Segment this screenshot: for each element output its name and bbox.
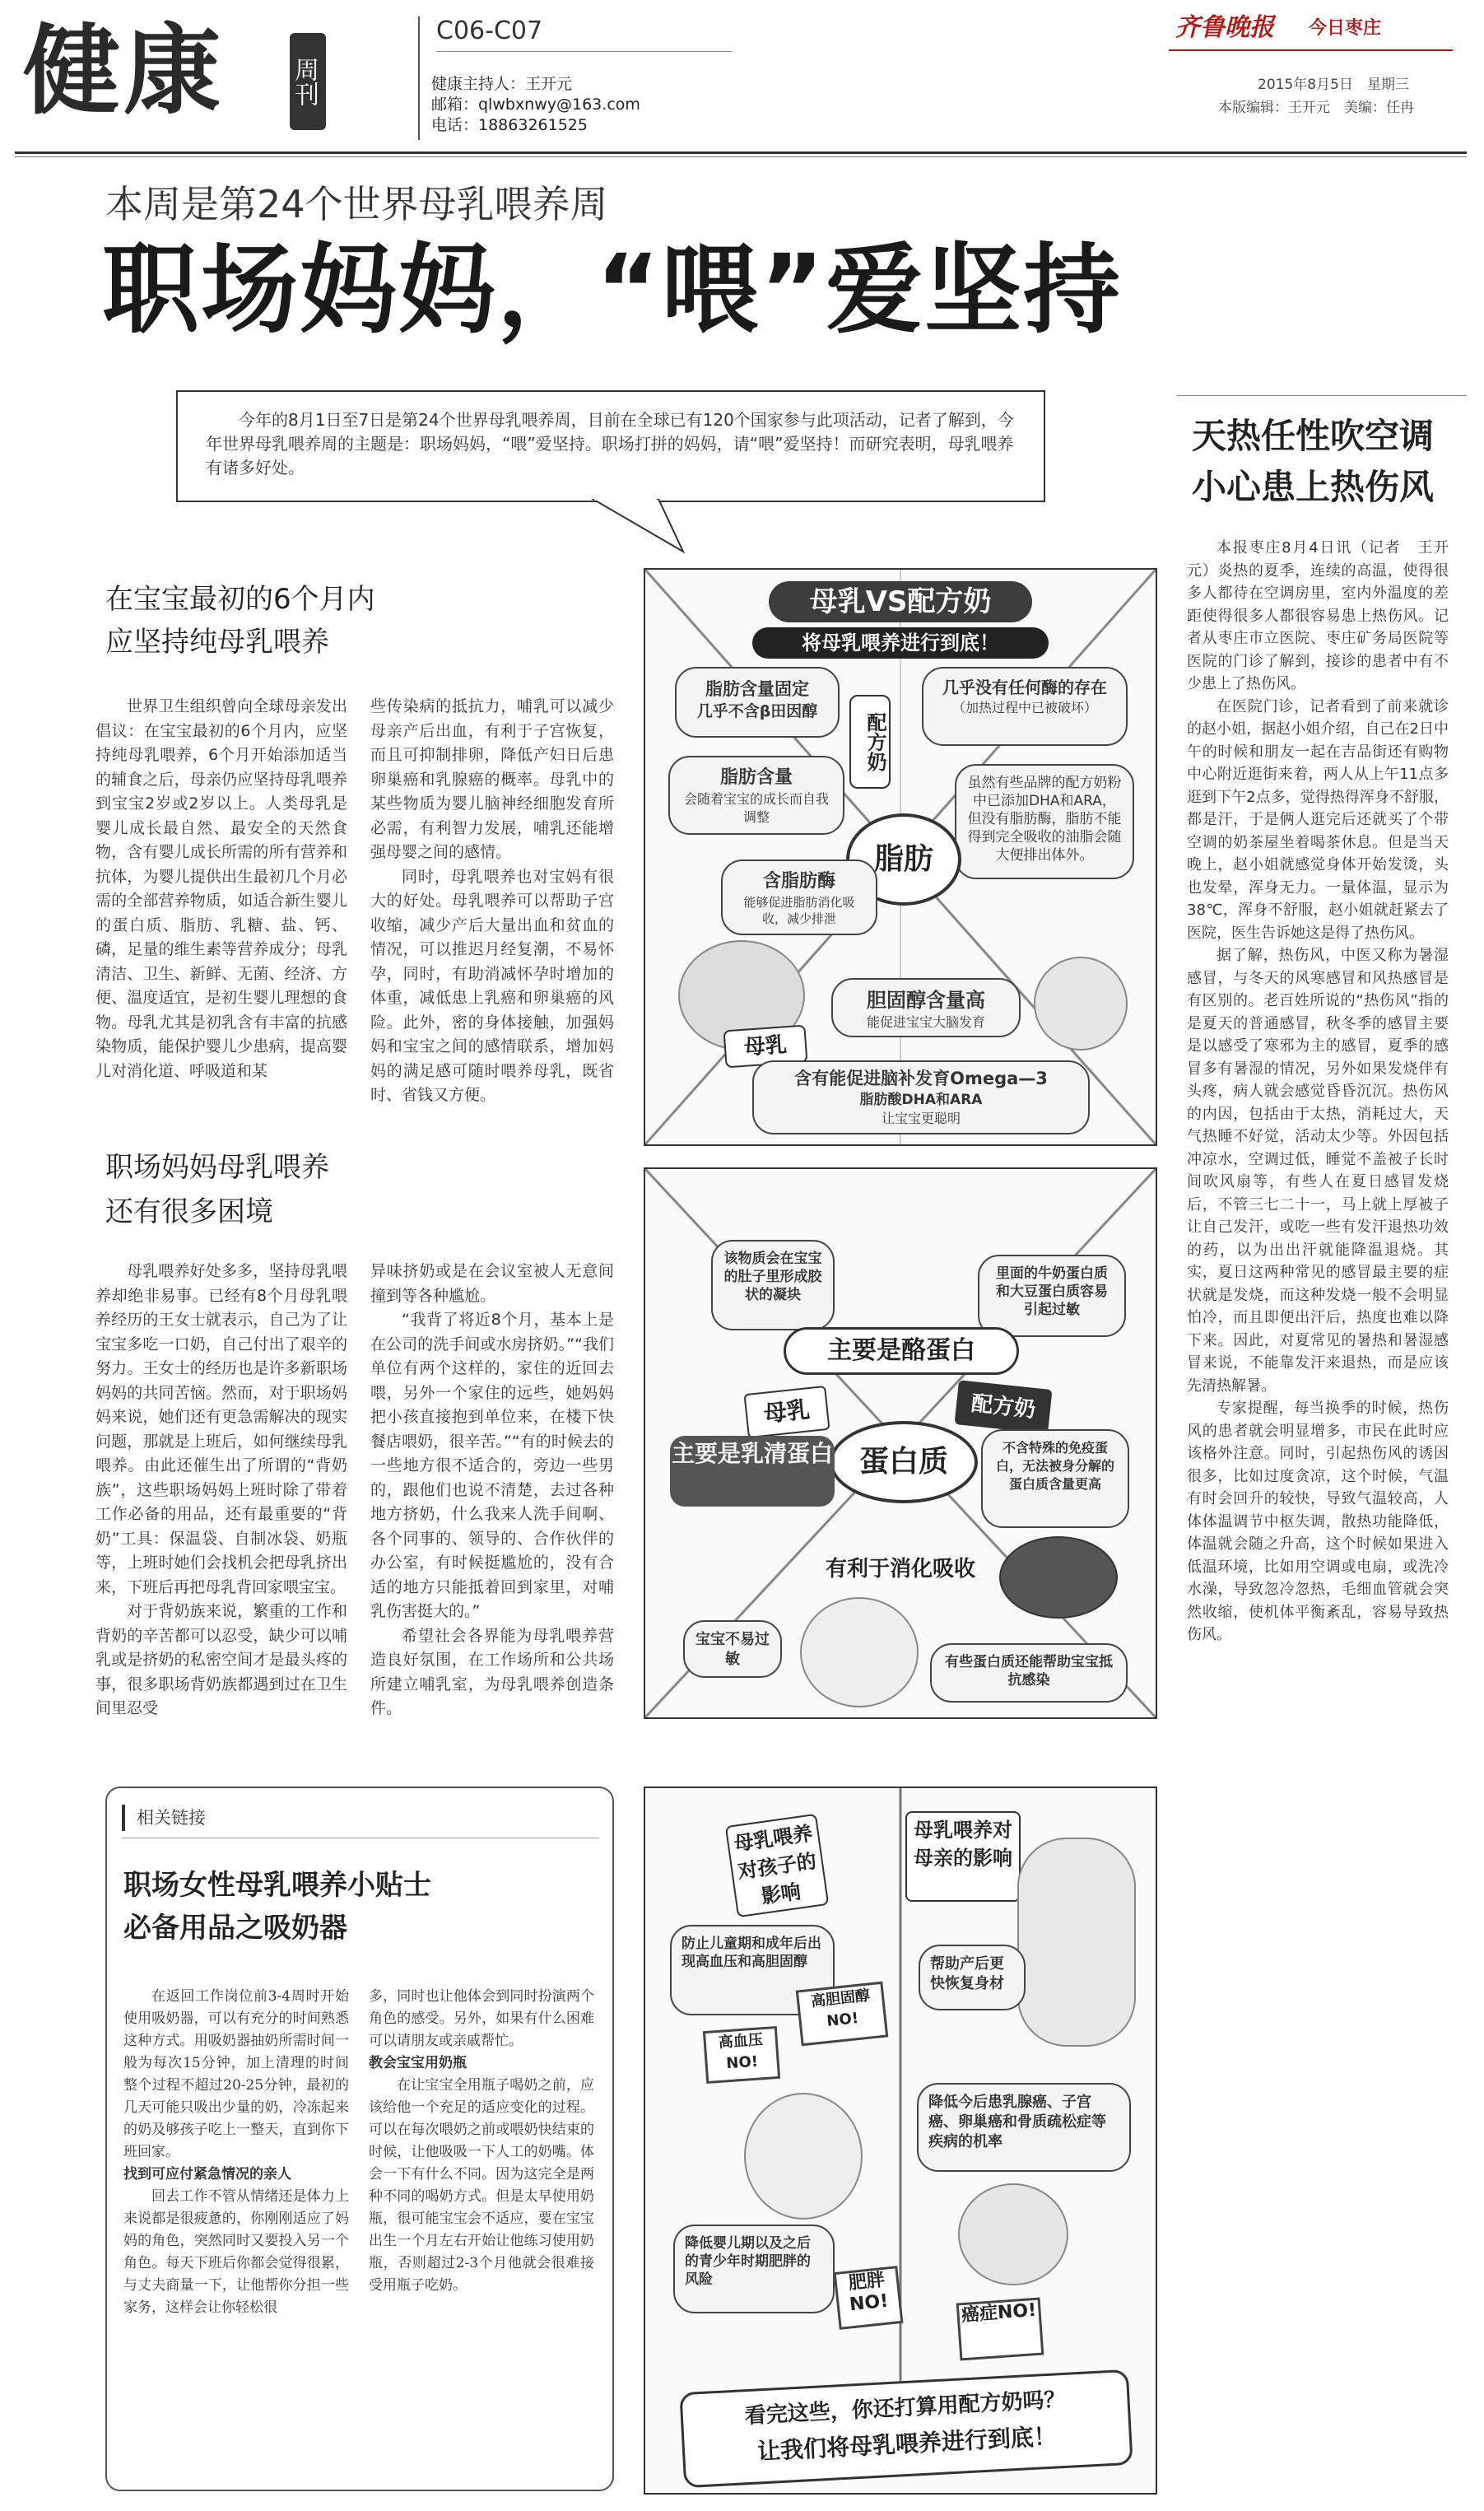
fat-amount: 脂肪含量 会随着宝宝的成长而自我调整 (668, 756, 844, 835)
formula-tag-1: 配方奶 (849, 695, 891, 789)
right-story-title-line1: 天热任性吹空调 (1192, 416, 1435, 456)
footer-line2: 让我们将母乳喂养进行到底！ (756, 2422, 1058, 2466)
email-line: 邮箱：qlwbxnwy@163.com (431, 96, 640, 114)
right-story-body: 本报枣庄8月4日讯（记者 王开元）炎热的夏季，连续的高温，使得很多人都待在空调房里，室内外温度的差距使得很多人都很容易患上热伤风。记者从枣庄市立医院、枣庄矿务局医院等医院的门诊了解到，接诊的患者中有不少患上了热伤风。 在医院门诊，记者看到了前来就诊的赵小姐，据赵小姐介绍，自己在2日中午的时候和朋友一起在吉品街还有购物中心附近逛街来着，两人从上午11点多逛到下午2点多，觉得热得浑身不舒服，都是汗，于是俩人逛完后还就买了个带空调的奶茶屋坐着喝茶休息。但是当天晚上，赵小姐就感觉身体开始发烫，头也发晕，浑身无力。一量体温，显示为38℃，浑身不舒服，赵小姐就赶紧去了医院，医生告诉她这是得了热伤风。 据了解，热伤风，中医又称为暑湿感冒，与冬天的风寒感冒和风热感冒是有区别的。老百姓所说的“热伤风”指的是夏天的普通感冒，秋冬季的感冒主要是以感受了寒邪为主的感冒，夏季的感冒多有暑湿的情况，另外如果发烧伴有头疼，病人就会感觉昏昏沉沉。热伤风的内因，包括由于太热，消耗过大，天气热睡不好觉，活动太少等。外因包括冲凉水，空调过低，睡觉不盖被子长时间吹风扇等，有些人在夏日感冒发烧后，不管三七二十一，马上就上厚被子让自己发汗，或吃一些有发汗退热功效的药，以为出出汗就能降温退烧。其实，夏日这两种常见的感冒最主要的症状就是发烧，而这种发烧一般不会明显怕冷，而且即便出汗后，热度也难以降下来。因此，对夏常见的暑热和暑湿感冒来说，不能靠发汗来退热，而是应该先清热解暑。 专家提醒，每当换季的时候，热伤风的患者就会明显增多，市民在此时应该格外注意。同时，引起热伤风的诱因很多，比如过度贪凉，这个时候，气温有时会回升的较快，导致气温较高，人体体温调节中枢失调，散热功能降低，体温就会随之升高，这个时候如果进入低温环境，比如用空调或电扇，或洗冷水澡，导致忽冷忽热，毛细血管就会突然收缩，使机体平衡紊乱，容易导致热伤风。 (1187, 539, 1449, 1643)
cancer-stamp: 癌症NO! (956, 2298, 1044, 2361)
infographic-protein (644, 1167, 1157, 1719)
digest: 有利于消化吸收 (825, 1557, 975, 1582)
milk-bottle-illustration (1034, 957, 1128, 1051)
cholesterol: 胆固醇含量高 能促进宝宝大脑发育 (831, 978, 1021, 1037)
reduce: 降低婴儿期以及之后的青少年时期肥胖的风险 (673, 2224, 835, 2313)
fat-fixed: 脂肪含量固定 几乎不含β田因醇 (675, 667, 840, 738)
formula-tag-2: 配方奶 (954, 1380, 1052, 1434)
headline-kicker: 本周是第24个世界母乳喂养周 (105, 182, 608, 226)
edition-name: 今日枣庄 (1309, 18, 1382, 39)
kid-illustration (744, 2093, 863, 2220)
section-title: 健康 (23, 14, 225, 128)
bp-stamp: 高血压NO! (703, 2026, 780, 2084)
omega: 含有能促进脑补发育Omega—3 脂肪酸DHA和ARA 让宝宝更聪明 (752, 1060, 1090, 1134)
fat-title: 母乳VS配方奶 (769, 581, 1032, 622)
formula-dha: 虽然有些品牌的配方奶粉中已添加DHA和ARA，但没有脂肪酶，脂肪不能得到完全吸收的油脂会随大便排出体外。 (955, 764, 1134, 879)
mother-illustration (1017, 1838, 1136, 2047)
host-line: 健康主持人：王开元 (431, 75, 573, 93)
protein-center: 蛋白质 (830, 1421, 978, 1503)
related-link-label: 相关链接 (122, 1805, 217, 1831)
mom-title: 母乳喂养对母亲的影响 (905, 1811, 1021, 1902)
immune: 不含特殊的免疫蛋白，无法被身分解的蛋白质含量更高 (981, 1429, 1129, 1528)
child-title: 母乳喂养对孩子的影响 (725, 1814, 829, 1917)
infographic-effects (644, 1787, 1157, 2495)
fat-subtitle: 将母乳喂养进行到底！ (752, 627, 1049, 659)
section-badge: 周刊 (290, 33, 326, 130)
right-story-dateline: 本报枣庄8月4日讯（记者 王开元） (1187, 539, 1449, 580)
editors-line: 本版编辑：王开元 美编：任冉 (1218, 100, 1414, 116)
infographic-fat (644, 568, 1157, 1146)
sidebar-title-line1: 职场女性母乳喂养小贴士 (123, 1869, 431, 1902)
chol-stamp: 高胆固醇NO! (796, 1982, 889, 2047)
article2-heading-line1: 职场妈妈母乳喂养 (105, 1151, 329, 1184)
article1-heading-line1: 在宝宝最初的6个月内 (105, 583, 375, 616)
intro-text: 今年的8月1日至7日是第24个世界母乳喂养周，目前在全球已有120个国家参与此项活动，记者了解到，今年世界母乳喂养周的主题是：职场妈妈，“喂”爱坚持。职场打拼的妈妈，请“喂”爱坚持！而研究表明，母乳喂养有诸多好处。 (206, 410, 1014, 478)
article1-heading-line2: 应坚持纯母乳喂养 (105, 626, 329, 659)
sidebar-title-line2: 必备用品之吸奶器 (123, 1912, 347, 1945)
page-code: C06-C07 (436, 16, 543, 45)
lower: 降低今后患乳腺癌、子宫癌、卵巢癌和骨质疏松症等疾病的机率 (917, 2083, 1131, 2172)
breast-tag-1: 母乳 (723, 1025, 808, 1069)
article2-heading-line2: 还有很多困境 (105, 1195, 273, 1228)
article2-col2: 异味挤奶或是在会议室被人无意间撞到等各种尴尬。 “我背了将近8个月，基本上是在公司的洗手间或水房挤奶。”“我们单位有两个这样的，家住的近回去喂，另外一个家住的远些，她妈妈把小孩直接抱到单位来，在楼下快餐店喂奶，很辛苦。”“有的时候去的一些地方很不适合的，旁边一些男的，跟他们也说不清楚，去过各种地方挤奶，什么我来人洗手间啊、各个同事的、领导的、合作伙伴的办公室，有时候挺尴尬的，没有合适的地方只能抵着回到家里，对哺乳伤害挺大的。” 希望社会各界能为母乳喂养营造良好氛围，在工作场所和公共场所建立哺乳室，为母乳喂养创造条件。 (370, 1262, 614, 1717)
paper-name: 齐鲁晚报 (1175, 13, 1274, 42)
headline-title: 职场妈妈，“喂”爱坚持 (102, 233, 1123, 347)
casein: 主要是酪蛋白 (784, 1327, 1019, 1375)
article2-col1: 母乳喂养好处多多，坚持母乳喂养却绝非易事。已经有8个月母乳喂养经历的王女士就表示，自己为了让宝宝多吃一口奶，自己付出了艰辛的努力。王女士的经历也是许多新职场妈妈的共同苦恼。然而，对于职场妈妈来说，她们还有更急需解决的现实问题，那就是上班后，如何继续母乳喂养。由此还催生出了所谓的“背奶族”，这些职场妈妈上班时除了带着工作必备的用品，还有最重要的“背奶”工具：保温袋、自制冰袋、奶瓶等，上班时她们会找机会把母乳挤出来，下班后再把母乳背回家喂宝宝。 对于背奶族来说，繁重的工作和背奶的辛苦都可以忍受，缺少可以哺乳或是挤奶的私密空间才是最头疼的事，很多职场背奶族都遇到过在卫生间里忍受 (95, 1262, 347, 1717)
sidebar-col2: 多，同时也让他体会到同时扮演两个角色的感受。另外，如果有什么困难可以请朋友或亲戚帮忙。 教会宝宝用奶瓶 在让宝宝全用瓶子喝奶之前，应该给他一个充足的适应变化的过程。可以在每次喂奶之前或喂奶快结束的时候，让他吸吸一下人工的奶嘴。体会一下有什么不同。因为这完全是两种不同的喝奶方式。但是太早使用奶瓶，很可能宝宝会不适应，要在宝宝出生一个月左右开始让他练习使用奶瓶，否则超过2-3个月他就会很难接受用瓶子吃奶。 (369, 1988, 594, 2294)
obesity-stamp: 肥胖NO! (834, 2266, 904, 2330)
intro-bubble-tail (560, 499, 691, 557)
toddler-illustration (800, 1597, 919, 1707)
breast-tag-2: 母乳 (743, 1386, 830, 1438)
phone-line: 电话：18863261525 (431, 116, 588, 134)
cow-note: 里面的牛奶蛋白质和大豆蛋白质容易引起过敏 (978, 1255, 1126, 1337)
footer-line1: 看完这些，你还打算用配方奶吗？ (744, 2387, 1067, 2429)
no-enzyme: 几乎没有任何酶的存在 （加热过程中已被破坏） (922, 667, 1128, 746)
whey: 主要是乳清蛋白 (670, 1436, 835, 1507)
doctor-illustration (958, 2183, 1068, 2285)
no-allergy: 宝宝不易过敏 (683, 1620, 782, 1678)
sidebar-col1: 在返回工作岗位前3-4周时开始使用吸奶器，可以有充分的时间熟悉这种方式。用吸奶器抽奶所需时间一般为每次15分钟，加上清理的时间整个过程不超过20-25分钟，最初的几天可能只吸出少量的奶，冷冻起来的奶及够孩子吃上一整天，直到你下班回家。 找到可应付紧急情况的亲人 回去工作不管从情绪还是体力上来说都是很疲惫的，你刚刚适应了妈妈的角色，突然同时又要投入另一个角色。每天下班后你都会觉得很累，与丈夫商量一下，让他帮你分担一些家务，这样会让你轻松很 (123, 1988, 349, 2316)
immune-help: 有些蛋白质还能帮助宝宝抵抗感染 (930, 1643, 1128, 1703)
article1-col1: 世界卫生组织曾向全球母亲发出倡议：在宝宝最初的6个月内，应坚持纯母乳喂养，6个月开始添加适当的辅食之后，母亲仍应坚持母乳喂养到宝宝2岁或2岁以上。人类母乳是婴儿成长最自然、最安全的天然食物，含有婴儿成长所需的所有营养和抗体，为婴儿提供出生最初几个月必需的全部营养物质，如适合新生婴儿的蛋白质、脂肪、乳糖、盐、钙、磷，足量的维生素等营养成分；母乳清洁、卫生、新鲜、无菌、经济、方便、温度适宜，是初生婴儿理想的食物。母乳尤其是初乳含有丰富的抗感染物质，能保护婴儿少患病，提高婴儿对消化道、呼吸道和某 (95, 697, 347, 1080)
recover: 帮助产后更快恢复身材 (919, 1945, 1026, 2010)
fat-center: 脂肪 (846, 813, 961, 906)
lipase: 含脂肪酶 能够促进脂肪消化吸收，减少排泄 (721, 860, 877, 935)
article1-col2: 些传染病的抵抗力，哺乳可以减少母亲产后出血，有利于子宫恢复，而且可抑制排卵，降低产妇日后患卵巢癌和乳腺癌的概率。母乳中的某些物质为婴儿脑神经细胞发育所必需，有利智力发展，哺乳还能增强母婴之间的感情。 同时，母乳喂养也对宝妈有很大的好处。母乳喂养可以帮助子宫收缩，减少产后大量出血和贫血的情况，可以推迟月经复潮，不易怀孕，同时，有助消减怀孕时增加的体重，减低患上乳癌和卵巢癌的风险。此外，密的身体接触，加强妈妈和宝宝之间的感情联系，增加妈妈的满足感可随时喂养母乳，既省时、省钱又方便。 (370, 697, 614, 1104)
date-line: 2015年8月5日 星期三 (1258, 77, 1409, 93)
casein-note: 该物质会在宝宝的肚子里形成胶状的凝块 (711, 1240, 835, 1330)
prevent: 防止儿童期和成年后出现高血压和高胆固醇 (670, 1925, 835, 2015)
right-story-title-line2: 小心患上热伤风 (1192, 467, 1435, 507)
